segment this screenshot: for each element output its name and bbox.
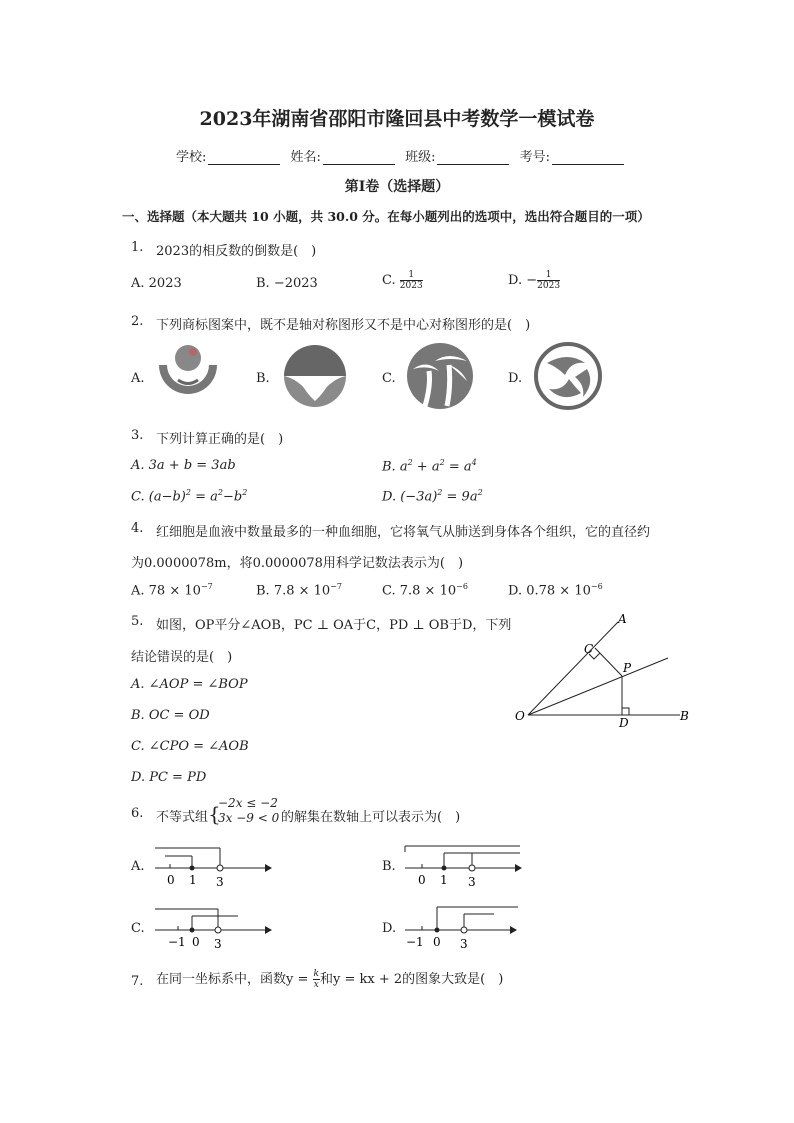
q2-option-a[interactable]: A. [131,371,145,386]
q4-a-base: A. 78 × 10 [131,583,201,599]
q2-option-c[interactable]: C. [382,371,396,386]
tick-label: 1 [189,873,197,887]
q7-pre: 在同一坐标系中，函数y = [156,972,313,987]
tick-label: 3 [214,937,222,951]
q3-b-part2: + a [412,459,440,475]
fraction-denominator: x [313,980,319,990]
fraction-denominator: 2023 [537,281,561,291]
q1-option-b[interactable]: B. −2023 [256,276,318,291]
q6-number: 6. [131,806,144,821]
q6-option-d[interactable]: D. [382,921,397,936]
q7-fraction [313,969,320,990]
q3-d-part2: = 9a [442,489,478,505]
q5-option-d[interactable]: D. PC = PD [131,770,207,785]
label-b: B [680,709,689,723]
brace-icon: { [208,802,221,826]
q7-text [156,968,503,990]
tick-label: 0 [192,935,200,949]
label-d: D [619,716,629,730]
number-line-b [400,838,525,890]
tick-label: −1 [406,935,424,949]
q4-option-a[interactable] [131,582,213,598]
q1-number: 1. [131,240,144,255]
q1-option-d-sign: − [526,273,538,288]
tick-label: 0 [433,935,441,949]
q7-post: 和y = kx + 2的图象大致是( ) [319,972,504,987]
number-line-a [150,838,275,890]
segment-pc [595,648,622,676]
q4-b-exp: −7 [330,582,342,591]
student-info-line [176,146,630,165]
q1-option-d-fraction [537,270,560,291]
q1-option-c[interactable] [382,270,423,291]
q3-c-exp1: 2 [185,488,191,497]
fraction-numerator: 1 [400,270,423,281]
q4-c-base: C. 7.8 × 10 [382,583,457,599]
q3-b-part3: = a [444,459,472,475]
tick-label: 3 [468,875,476,889]
q4-number: 4. [131,521,144,536]
label-a: A [618,612,627,626]
q2-number: 2. [131,314,144,329]
q7-number: 7. [131,974,144,989]
tick-label: −1 [168,935,186,949]
q3-option-c[interactable] [131,488,247,504]
q4-b-base: B. 7.8 × 10 [256,583,331,599]
q3-b-exp3: 4 [471,458,477,467]
q3-d-exp1: 2 [437,488,443,497]
q6-post: 的解集在数轴上可以表示为( ) [281,810,461,825]
q3-d-exp2: 2 [477,488,483,497]
q3-b-exp1: 2 [407,458,413,467]
q4-line2: 为0.0000078m，将0.0000078用科学记数法表示为( ) [131,556,464,571]
q3-d-part1: D. (−3a) [382,489,438,505]
instructions: 一、选择题（本大题共 10 小题，共 30.0 分。在每小题列出的选项中，选出符合题目的一项） [122,209,650,224]
tick-label: 1 [440,873,448,887]
tick-label: 0 [418,873,426,887]
school-label: 学校: [176,150,207,165]
tick-label: 3 [216,875,224,889]
q6-system [218,796,279,826]
number-line-c [150,900,275,952]
q3-number: 3. [131,428,144,443]
q6-inequality-2: 3x −9 < 0 [218,811,280,825]
q1-text: 2023的相反数的倒数是( ) [156,244,317,259]
number-line-d [400,900,525,952]
tick-label: 3 [460,937,468,951]
name-label: 姓名: [290,150,321,165]
q3-c-part3: −b [222,489,243,505]
q5-line2: 结论错误的是( ) [131,650,233,665]
label-c: C [584,642,594,656]
logo-leaf-circle-icon [280,341,350,411]
q6-pre: 不等式组 [156,810,209,825]
q3-option-d[interactable] [382,488,483,504]
q4-line1: 红细胞是血液中数量最多的一种血细胞，它将氧气从肺送到身体各个组织，它的直径约 [156,525,651,540]
q3-option-b[interactable] [382,458,477,474]
q3-text: 下列计算正确的是( ) [156,432,284,447]
logo-arc-emblem-icon [153,342,223,412]
q4-option-b[interactable] [256,582,342,598]
q4-d-exp: −6 [590,582,603,591]
q6-option-b[interactable]: B. [382,859,396,874]
logo-palm-tree-icon [405,341,475,411]
fraction-numerator: k [313,969,319,979]
q2-option-d[interactable]: D. [508,371,523,386]
q1-option-a[interactable]: A. 2023 [131,276,182,291]
q5-geometry-figure [508,606,708,736]
q2-text: 下列商标图案中，既不是轴对称图形又不是中心对称图形的是( ) [156,318,531,333]
q1-option-c-fraction [400,270,423,291]
q5-option-c[interactable]: C. ∠CPO = ∠AOB [131,739,249,754]
right-angle-d [622,708,629,715]
class-label: 班级: [405,150,436,165]
logo-swirl-ring-icon [533,341,603,411]
q5-option-b[interactable]: B. OC = OD [131,708,210,723]
fraction-denominator: 2023 [399,281,423,291]
q1-option-c-label: C. [382,273,396,288]
page-title: 2023年湖南省邵阳市隆回县中考数学一模试卷 [199,108,595,130]
school-blank[interactable] [208,152,280,165]
q6-option-c[interactable]: C. [131,921,145,936]
label-p: P [623,661,632,675]
ray-oa [528,622,618,715]
q1-option-d[interactable] [508,270,560,291]
q5-option-a[interactable]: A. ∠AOP = ∠BOP [131,677,248,692]
q4-a-exp: −7 [200,582,213,591]
q3-c-exp2: 2 [217,488,223,497]
section-heading: 第I卷（选择题） [344,179,450,195]
label-o: O [515,709,525,723]
q3-b-part1: B. a [382,459,408,475]
q4-option-d[interactable] [508,582,603,598]
q4-c-exp: −6 [456,582,468,591]
fraction-numerator: 1 [537,270,560,281]
q6-option-a[interactable]: A. [131,859,145,874]
tick-label: 0 [167,873,175,887]
q5-number: 5. [131,614,144,629]
q5-line1: 如图，OP平分∠AOB，PC ⊥ OA于C，PD ⊥ OB于D，下列 [156,618,512,633]
number-label: 考号: [519,150,550,165]
q3-option-a[interactable]: A. 3a + b = 3ab [131,458,236,473]
q3-c-part2: = a [190,489,218,505]
q4-d-base: D. 0.78 × 10 [508,583,591,599]
q6-inequality-1: −2x ≤ −2 [218,796,278,810]
name-blank[interactable] [323,152,395,165]
q1-option-d-label: D. [508,273,523,288]
q3-c-exp3: 2 [242,488,248,497]
ray-op [528,658,668,715]
q4-option-c[interactable] [382,582,468,598]
number-blank[interactable] [552,152,624,165]
class-blank[interactable] [437,152,509,165]
q3-c-part1: C. (a−b) [131,489,186,505]
q2-option-b[interactable]: B. [256,371,270,386]
q3-b-exp2: 2 [439,458,445,467]
